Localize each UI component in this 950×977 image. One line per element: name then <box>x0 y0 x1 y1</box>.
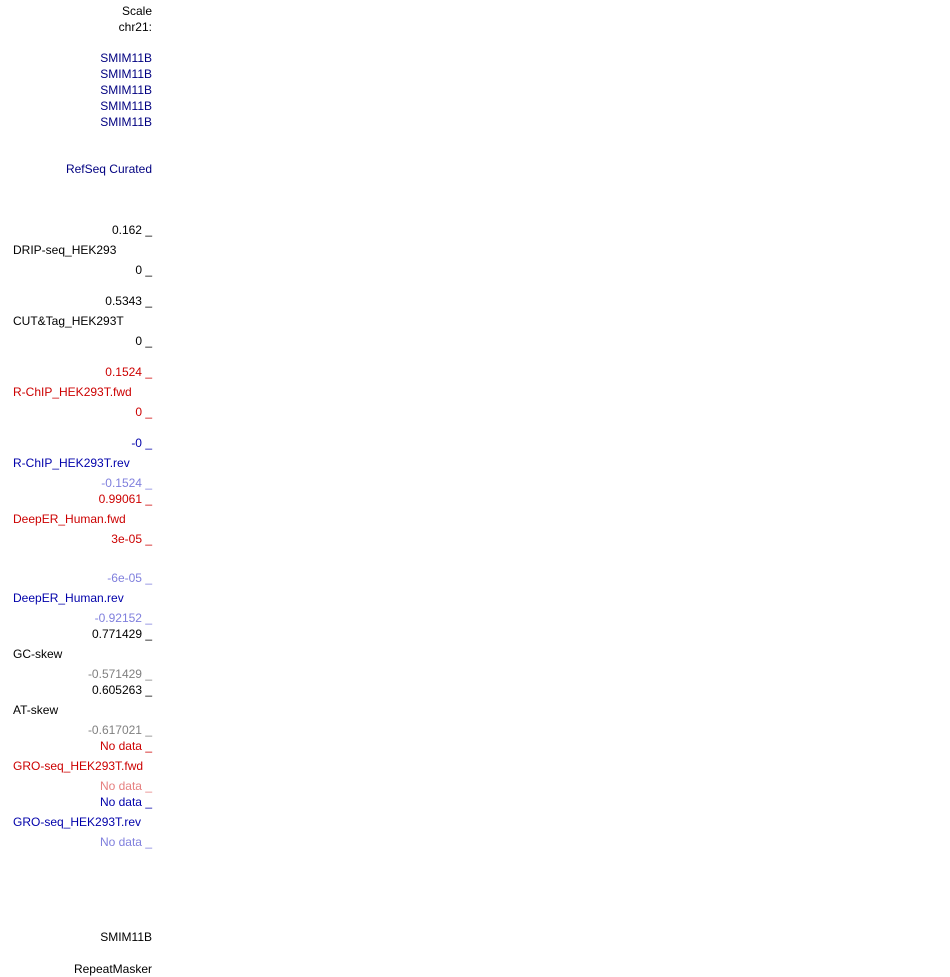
track-max-value: 0.771429 _ <box>91 627 152 641</box>
track-max-value: -0 _ <box>131 436 152 450</box>
track-name-deeper-rev[interactable]: DeepER_Human.rev <box>13 591 124 605</box>
track-name-drip-seq[interactable]: DRIP-seq_HEK293 <box>13 243 117 257</box>
track-name-r-chip-rev[interactable]: R-ChIP_HEK293T.rev <box>13 456 130 470</box>
repeatmasker-track-label[interactable]: RepeatMasker <box>73 962 152 976</box>
gene-label[interactable]: SMIM11B <box>100 115 152 129</box>
track-name-at-skew[interactable]: AT-skew <box>13 703 59 717</box>
track-min-value: -0.617021 _ <box>87 723 152 737</box>
track-min-value: -0.571429 _ <box>87 667 152 681</box>
track-min-value: 0 _ <box>135 263 152 277</box>
track-name-r-chip-fwd[interactable]: R-ChIP_HEK293T.fwd <box>13 385 132 399</box>
track-max-value: No data _ <box>99 739 152 753</box>
gene-label[interactable]: SMIM11B <box>100 99 152 113</box>
track-min-value: No data _ <box>99 779 152 793</box>
gene-label-bottom[interactable]: SMIM11B <box>100 930 152 944</box>
gene-label[interactable]: SMIM11B <box>100 67 152 81</box>
track-min-value: 0 _ <box>135 334 152 348</box>
track-min-value: 3e-05 _ <box>111 532 152 546</box>
track-min-value: 0 _ <box>135 405 152 419</box>
track-max-value: 0.162 _ <box>111 223 152 237</box>
track-max-value: No data _ <box>99 795 152 809</box>
scale-label[interactable]: Scale <box>121 4 152 18</box>
track-max-value: 0.605263 _ <box>91 683 152 697</box>
refseq-track-label[interactable]: RefSeq Curated <box>65 162 152 176</box>
track-name-gro-seq-rev[interactable]: GRO-seq_HEK293T.rev <box>13 815 142 829</box>
track-max-value: 0.99061 _ <box>98 492 152 506</box>
track-max-value: 0.5343 _ <box>105 294 152 308</box>
track-max-value: -6e-05 _ <box>107 571 152 585</box>
gene-label[interactable]: SMIM11B <box>100 51 152 65</box>
track-name-gro-seq-fwd[interactable]: GRO-seq_HEK293T.fwd <box>13 759 144 773</box>
track-min-value: -0.1524 _ <box>101 476 152 490</box>
track-min-value: No data _ <box>99 835 152 849</box>
track-min-value: -0.92152 _ <box>94 611 152 625</box>
chrom-label[interactable]: chr21: <box>118 20 152 34</box>
track-name-gc-skew[interactable]: GC-skew <box>13 647 63 661</box>
track-max-value: 0.1524 _ <box>105 365 152 379</box>
track-name-deeper-fwd[interactable]: DeepER_Human.fwd <box>13 512 126 526</box>
gene-label[interactable]: SMIM11B <box>100 83 152 97</box>
track-name-cut-tag[interactable]: CUT&Tag_HEK293T <box>13 314 124 328</box>
